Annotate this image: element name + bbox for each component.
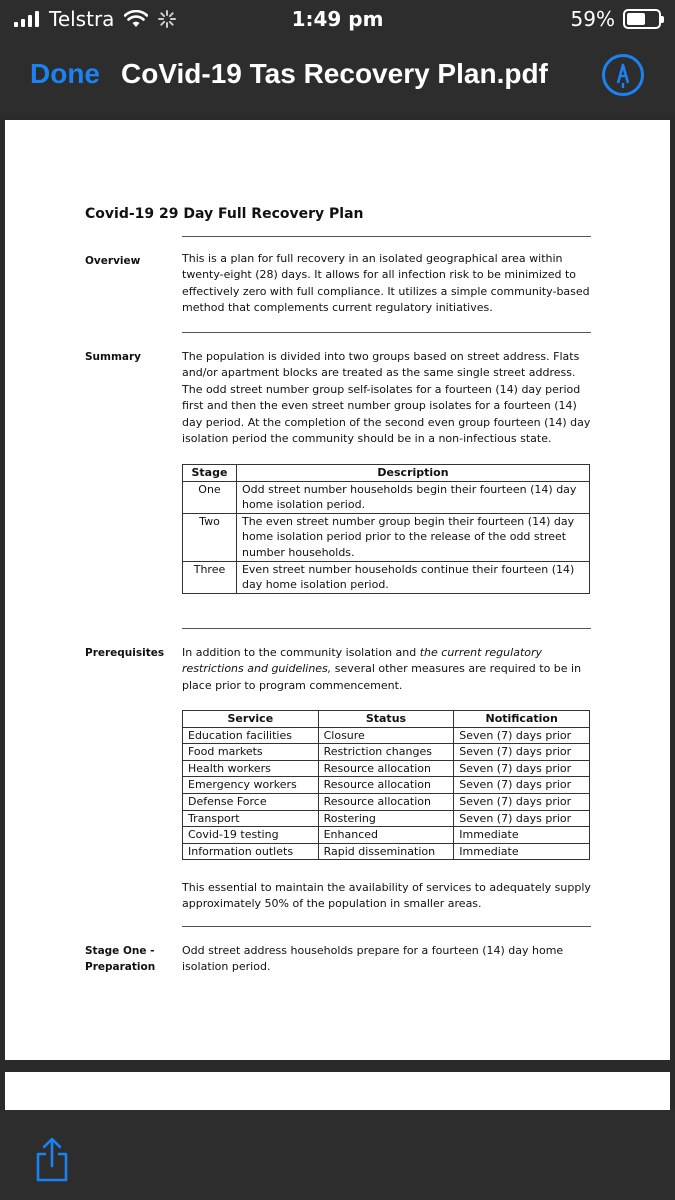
pdf-viewer[interactable]	[0, 116, 675, 1110]
stage-one-label	[85, 943, 155, 975]
battery-percent: 59%	[570, 7, 615, 31]
service-cell: Information outlets	[183, 843, 319, 860]
table-row	[183, 810, 590, 827]
table-row	[183, 481, 590, 513]
service-cell: Education facilities	[183, 727, 319, 744]
status-cell: Closure	[318, 727, 454, 744]
description-cell: The even street number group begin their fourteen (14) day home isolation period prior to the release of the odd street number households.	[236, 513, 589, 561]
table-header-row	[183, 711, 590, 728]
notification-cell: Seven (7) days prior	[454, 793, 590, 810]
table-header: Description	[236, 465, 589, 482]
service-cell: Transport	[183, 810, 319, 827]
stage-table	[182, 464, 590, 594]
status-cell: Resource allocation	[318, 777, 454, 794]
notification-cell: Immediate	[454, 827, 590, 844]
done-button[interactable]: Done	[30, 58, 100, 89]
table-row	[183, 793, 590, 810]
service-table	[182, 710, 590, 860]
notification-cell: Seven (7) days prior	[454, 760, 590, 777]
overview-label: Overview	[85, 255, 141, 267]
stage-cell: One	[183, 481, 237, 513]
divider	[182, 628, 591, 629]
prerequisites-text	[182, 645, 591, 694]
clock: 1:49 pm	[291, 7, 384, 31]
status-cell: Restriction changes	[318, 744, 454, 761]
status-cell: Resource allocation	[318, 760, 454, 777]
document-title: CoVid-19 Tas Recovery Plan.pdf	[121, 58, 548, 89]
bottom-toolbar	[0, 1110, 675, 1200]
share-icon[interactable]	[32, 1136, 72, 1184]
table-row	[183, 561, 590, 593]
stage-cell: Three	[183, 561, 237, 593]
prerequisites-text-emphasis: the current regulatory restrictions and guidelines,	[182, 646, 543, 676]
notification-cell: Seven (7) days prior	[454, 777, 590, 794]
summary-text: The population is divided into two groups based on street address. Flats and/or apartment blocks are treated as the same single street address. The odd street number group self-isolates for a fourteen (14) day period first and then the even street number group isolates for a fourteen (14) day period. At the completion of the second even group fourteen (14) day isolation period the community should be in a non-infectious state.	[182, 350, 591, 446]
service-cell: Emergency workers	[183, 777, 319, 794]
stage-one-label-line: Stage One -	[85, 945, 155, 957]
notification-cell: Seven (7) days prior	[454, 727, 590, 744]
table-header: Status	[318, 711, 454, 728]
table-row	[183, 827, 590, 844]
status-cell: Resource allocation	[318, 793, 454, 810]
carrier-name: Telstra	[49, 7, 115, 31]
service-cell: Food markets	[183, 744, 319, 761]
status-bar	[0, 0, 675, 40]
prerequisites-label: Prerequisites	[85, 647, 165, 659]
table-row	[183, 513, 590, 561]
overview-text: This is a plan for full recovery in an isolated geographical area within twenty-eight (28) days. It allows for all infection risk to be minimized to effectively zero with full compliance. It utilizes a simple community-based method that complements current regulatory initiatives.	[182, 252, 590, 315]
table-header: Notification	[454, 711, 590, 728]
notification-cell: Immediate	[454, 843, 590, 860]
status-cell: Enhanced	[318, 827, 454, 844]
stage-one-label-line: Preparation	[85, 961, 156, 973]
description-cell: Odd street number households begin their fourteen (14) day home isolation period.	[236, 481, 589, 513]
stage-cell: Two	[183, 513, 237, 561]
divider	[182, 236, 591, 237]
divider	[182, 332, 591, 333]
table-row	[183, 760, 590, 777]
service-cell: Covid-19 testing	[183, 827, 319, 844]
service-cell: Health workers	[183, 760, 319, 777]
table-row	[183, 727, 590, 744]
table-row	[183, 744, 590, 761]
stage-one-text: Odd street address households prepare for a fourteen (14) day home isolation period.	[182, 944, 564, 974]
service-cell: Defense Force	[183, 793, 319, 810]
pdf-page-next	[5, 1072, 670, 1110]
table-header: Stage	[183, 465, 237, 482]
markup-pen-icon[interactable]	[602, 54, 644, 96]
notification-cell: Seven (7) days prior	[454, 744, 590, 761]
summary-label: Summary	[85, 351, 142, 363]
status-cell: Rostering	[318, 810, 454, 827]
notification-cell: Seven (7) days prior	[454, 810, 590, 827]
table-row	[183, 843, 590, 860]
essential-note: This essential to maintain the availability of services to adequately supply approximately 50% of the population in smaller areas.	[182, 881, 591, 911]
prerequisites-text-b: several other measures are required to be in place prior to program commencement.	[182, 662, 582, 692]
battery-icon	[623, 9, 661, 29]
table-row	[183, 777, 590, 794]
status-right	[571, 7, 661, 31]
pdf-page	[5, 120, 670, 1060]
status-cell: Rapid dissemination	[318, 843, 454, 860]
prerequisites-text-a: In addition to the community isolation and	[182, 646, 420, 659]
divider	[182, 926, 591, 927]
document-heading: Covid-19 29 Day Full Recovery Plan	[85, 206, 364, 222]
nav-bar	[0, 40, 675, 116]
description-cell: Even street number households continue their fourteen (14) day home isolation period.	[236, 561, 589, 593]
table-header-row	[183, 465, 590, 482]
table-header: Service	[183, 711, 319, 728]
